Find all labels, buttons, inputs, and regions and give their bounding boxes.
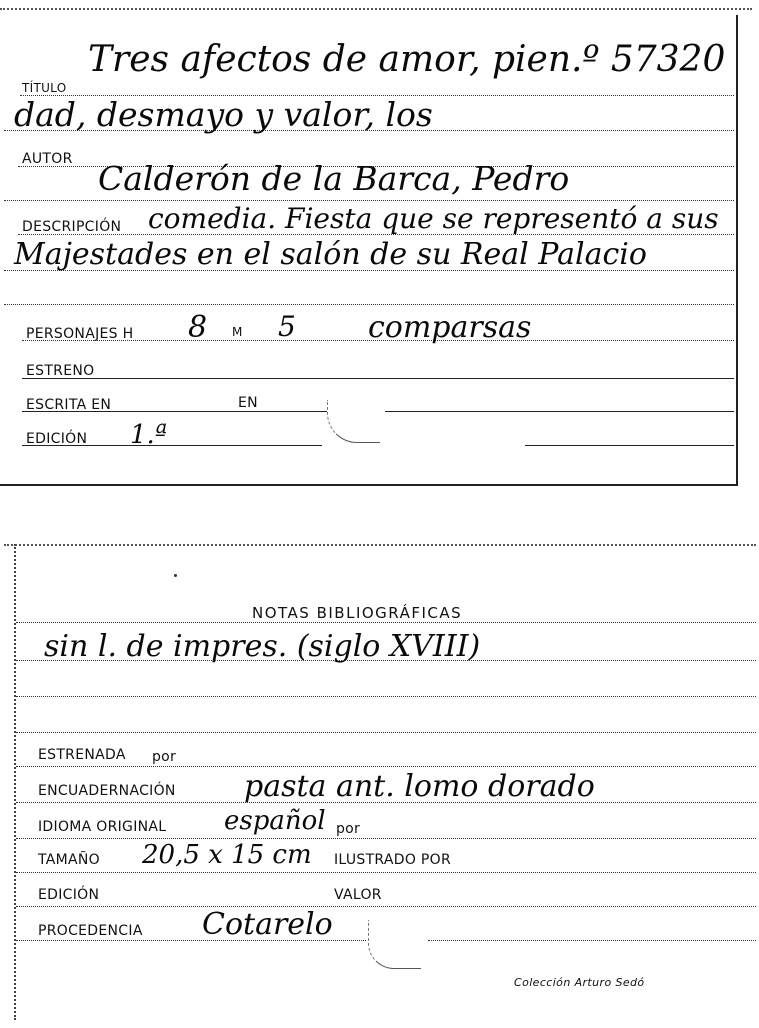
notas-rule-2 <box>16 660 756 661</box>
estreno-label: ESTRENO <box>26 363 95 379</box>
card-right-edge <box>736 15 738 486</box>
punch-hole <box>327 400 380 443</box>
descripcion-value-line2: Majestades en el salón de su Real Palacio <box>14 237 647 272</box>
titulo-value-line1: Tres afectos de amor, pien.º 57320 <box>88 39 726 80</box>
escrita-label: ESCRITA EN <box>26 397 112 413</box>
escrita-rule-right <box>385 411 734 412</box>
notas-rule-4 <box>16 732 756 733</box>
autor-value: Calderón de la Barca, Pedro <box>98 159 570 198</box>
personajes-label: PERSONAJES H <box>26 326 134 342</box>
catalog-card-front <box>0 0 752 492</box>
personajes-h-value: 8 <box>188 310 208 345</box>
card-top-edge <box>0 8 752 10</box>
card-top-edge <box>4 544 756 546</box>
encuadernacion-label: ENCUADERNACIÓN <box>38 783 176 799</box>
idioma-por-label: por <box>336 821 361 837</box>
edicion-rule <box>16 906 756 907</box>
card-left-edge <box>14 544 16 1020</box>
estrenada-rule <box>16 766 756 767</box>
descripcion-value-line1: comedia. Fiesta que se representó a sus <box>148 202 719 235</box>
procedencia-rule-right <box>428 940 756 941</box>
personajes-m-value: 5 <box>278 310 296 343</box>
idioma-value: español <box>224 806 326 836</box>
valor-label: VALOR <box>334 887 382 903</box>
estrenada-por-label: por <box>152 749 177 765</box>
procedencia-label: PROCEDENCIA <box>38 923 143 939</box>
escrita-en-label: EN <box>238 395 258 411</box>
edicion-label: EDICIÓN <box>26 431 88 447</box>
tamano-rule <box>16 872 756 873</box>
idioma-rule <box>16 838 756 839</box>
titulo-label: TÍTULO <box>22 81 67 95</box>
autor-rule-2 <box>4 200 734 201</box>
descripcion-rule-3 <box>4 304 734 305</box>
autor-label: AUTOR <box>22 151 73 167</box>
edicion-rule-right <box>525 445 734 446</box>
idioma-label: IDIOMA ORIGINAL <box>38 819 167 835</box>
notas-value: sin l. de impres. (siglo XVIII) <box>44 629 481 664</box>
estrenada-label: ESTRENADA <box>38 747 126 763</box>
stray-mark <box>174 574 177 577</box>
procedencia-rule-left <box>16 940 366 941</box>
card-bottom-edge <box>0 484 738 486</box>
tamano-label: TAMAÑO <box>38 852 100 868</box>
estreno-rule <box>22 378 734 379</box>
ilustrado-label: ILUSTRADO POR <box>334 852 451 868</box>
procedencia-value: Cotarelo <box>202 907 333 942</box>
punch-hole <box>368 920 421 969</box>
notas-rule-1 <box>16 622 756 623</box>
edicion-value: 1.ª <box>130 420 168 450</box>
collection-credit: Colección Arturo Sedó <box>514 976 645 989</box>
personajes-m-label: M <box>232 325 243 339</box>
encuadernacion-value: pasta ant. lomo dorado <box>244 769 595 804</box>
encuadernacion-rule <box>16 802 756 803</box>
tamano-value: 20,5 x 15 cm <box>142 840 312 870</box>
catalog-card-back <box>4 540 756 1020</box>
notas-heading: NOTAS BIBLIOGRÁFICAS <box>252 604 463 622</box>
personajes-extra-value: comparsas <box>368 310 532 345</box>
descripcion-label: DESCRIPCIÓN <box>22 219 122 235</box>
notas-rule-3 <box>16 696 756 697</box>
titulo-value-line2: dad, desmayo y valor, los <box>14 95 433 134</box>
edicion-label: EDICIÓN <box>38 887 100 903</box>
